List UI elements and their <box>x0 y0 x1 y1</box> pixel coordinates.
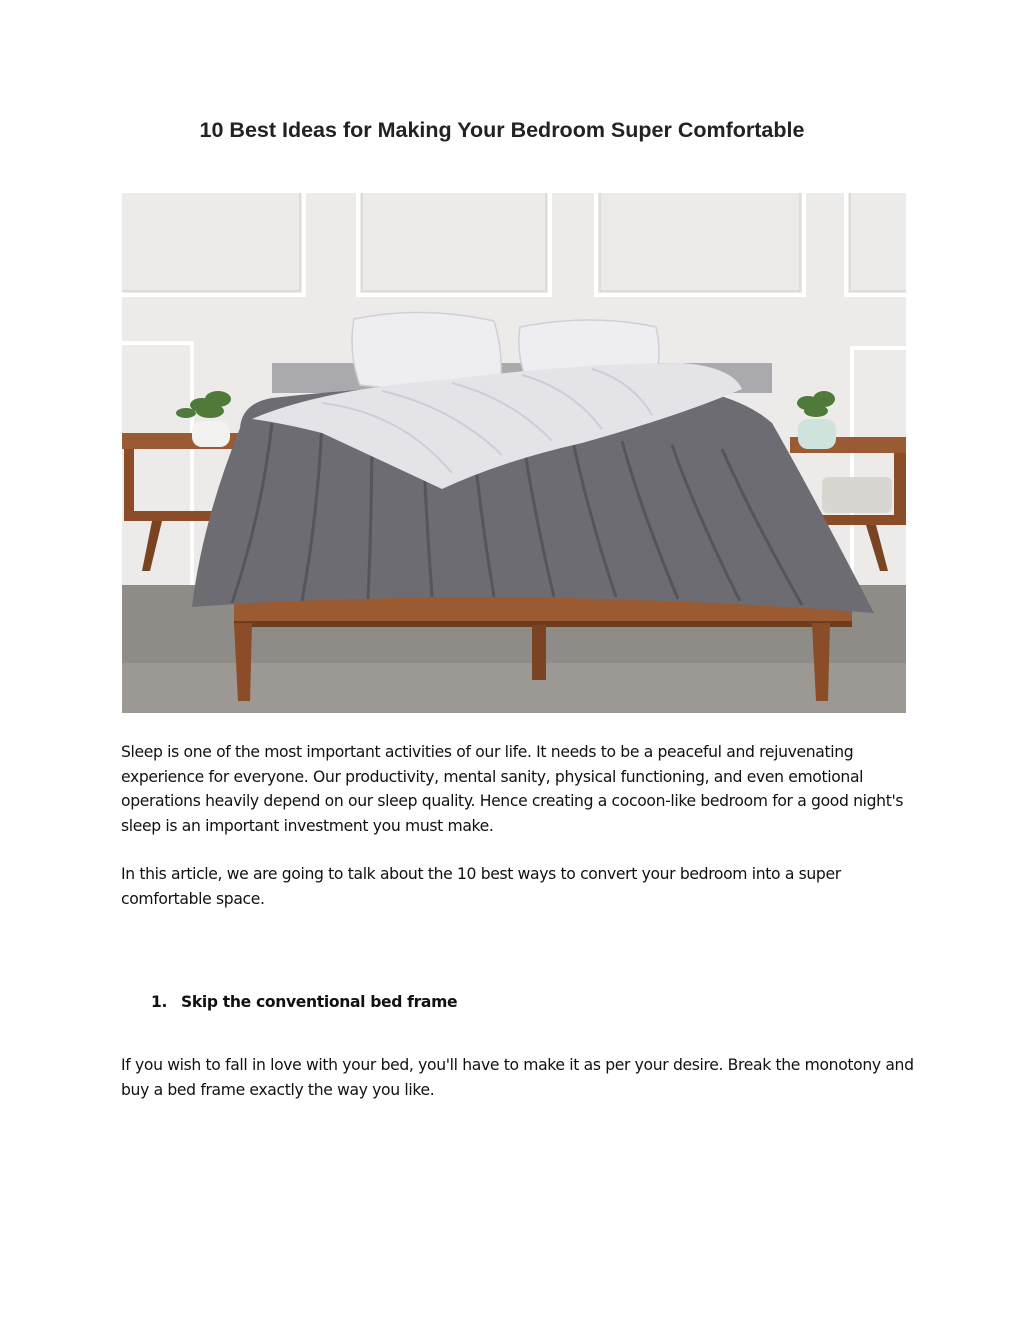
section-heading-text: Skip the conventional bed frame <box>181 993 458 1011</box>
section-body-paragraph: If you wish to fall in love with your bed, you'll have to make it as per your desire. Break the monotony and buy a bed frame exactly the way you like. <box>121 1056 914 1099</box>
hero-image <box>122 193 906 713</box>
intro-paragraph: Sleep is one of the most important activities of our life. It needs to be a peaceful and rejuvenating experience for everyone. Our productivity, mental sanity, physical functioning, and even emotional operations heavily depend on our sleep quality. Hence creating a cocoon-like bedroom for a good night's sleep is an important investment you must make. <box>121 743 904 835</box>
section-heading <box>151 990 457 1014</box>
article-overview-paragraph: In this article, we are going to talk about the 10 best ways to convert your bedroom into a super comfortable space. <box>121 865 841 908</box>
section-number: 1. <box>151 993 168 1011</box>
bedroom-photo-icon <box>122 193 906 713</box>
page-title: 10 Best Ideas for Making Your Bedroom Super Comfortable <box>199 118 805 142</box>
